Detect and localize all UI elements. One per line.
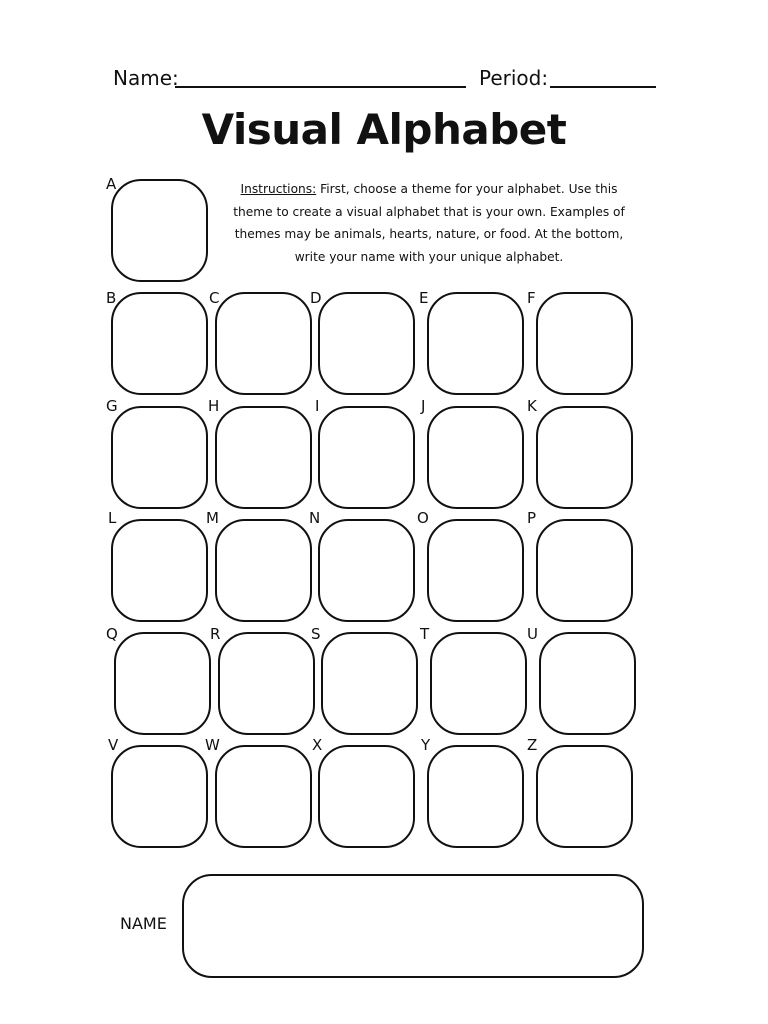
letter-label-c: C xyxy=(209,289,220,307)
letter-label-v: V xyxy=(108,736,119,754)
letter-box-c[interactable] xyxy=(215,292,312,395)
letter-box-b[interactable] xyxy=(111,292,208,395)
letter-label-d: D xyxy=(310,289,322,307)
letter-label-w: W xyxy=(205,736,220,754)
letter-box-q[interactable] xyxy=(114,632,211,735)
letter-label-b: B xyxy=(106,289,117,307)
letter-label-y: Y xyxy=(421,736,431,754)
footer-name-box[interactable] xyxy=(182,874,644,978)
letter-label-r: R xyxy=(210,625,221,643)
letter-box-v[interactable] xyxy=(111,745,208,848)
letter-label-a: A xyxy=(106,175,117,193)
letter-box-y[interactable] xyxy=(427,745,524,848)
letter-box-p[interactable] xyxy=(536,519,633,622)
letter-label-l: L xyxy=(108,509,117,527)
letter-label-i: I xyxy=(315,397,320,415)
letter-label-u: U xyxy=(527,625,538,643)
letter-box-m[interactable] xyxy=(215,519,312,622)
letter-label-t: T xyxy=(420,625,430,643)
letter-box-j[interactable] xyxy=(427,406,524,509)
name-label: Name: xyxy=(113,66,179,90)
letter-label-f: F xyxy=(527,289,536,307)
letter-label-p: P xyxy=(527,509,537,527)
period-line[interactable] xyxy=(550,86,656,88)
letter-box-k[interactable] xyxy=(536,406,633,509)
page-title: Visual Alphabet xyxy=(201,105,567,154)
instructions xyxy=(222,178,636,268)
instructions-lead: Instructions: xyxy=(240,182,317,196)
period-label: Period: xyxy=(479,66,549,90)
letter-box-o[interactable] xyxy=(427,519,524,622)
letter-label-e: E xyxy=(419,289,429,307)
letter-box-u[interactable] xyxy=(539,632,636,735)
footer-name-label: NAME xyxy=(120,914,167,933)
letter-label-h: H xyxy=(208,397,220,415)
letter-box-w[interactable] xyxy=(215,745,312,848)
letter-label-k: K xyxy=(527,397,537,415)
name-period-row xyxy=(113,66,658,96)
letter-box-e[interactable] xyxy=(427,292,524,395)
letter-box-f[interactable] xyxy=(536,292,633,395)
letter-box-r[interactable] xyxy=(218,632,315,735)
letter-box-l[interactable] xyxy=(111,519,208,622)
letter-box-z[interactable] xyxy=(536,745,633,848)
letter-label-x: X xyxy=(312,736,323,754)
letter-label-z: Z xyxy=(527,736,538,754)
letter-label-n: N xyxy=(309,509,321,527)
letter-box-a[interactable] xyxy=(111,179,208,282)
letter-box-i[interactable] xyxy=(318,406,415,509)
letter-label-s: S xyxy=(311,625,321,643)
letter-label-m: M xyxy=(206,509,219,527)
letter-box-s[interactable] xyxy=(321,632,418,735)
letter-box-g[interactable] xyxy=(111,406,208,509)
letter-box-d[interactable] xyxy=(318,292,415,395)
letter-label-j: J xyxy=(421,397,426,415)
letter-box-n[interactable] xyxy=(318,519,415,622)
letter-box-x[interactable] xyxy=(318,745,415,848)
instructions-body: First, choose a theme for your alphabet. Use this theme to create a visual alphabet that is your own. Examples of themes may be animals, hearts, nature, or food. At the bottom, write your name with your unique alphabet. xyxy=(233,182,625,264)
letter-box-h[interactable] xyxy=(215,406,312,509)
name-line[interactable] xyxy=(175,86,466,88)
letter-box-t[interactable] xyxy=(430,632,527,735)
letter-label-o: O xyxy=(417,509,429,527)
letter-label-g: G xyxy=(106,397,118,415)
letter-label-q: Q xyxy=(106,625,118,643)
